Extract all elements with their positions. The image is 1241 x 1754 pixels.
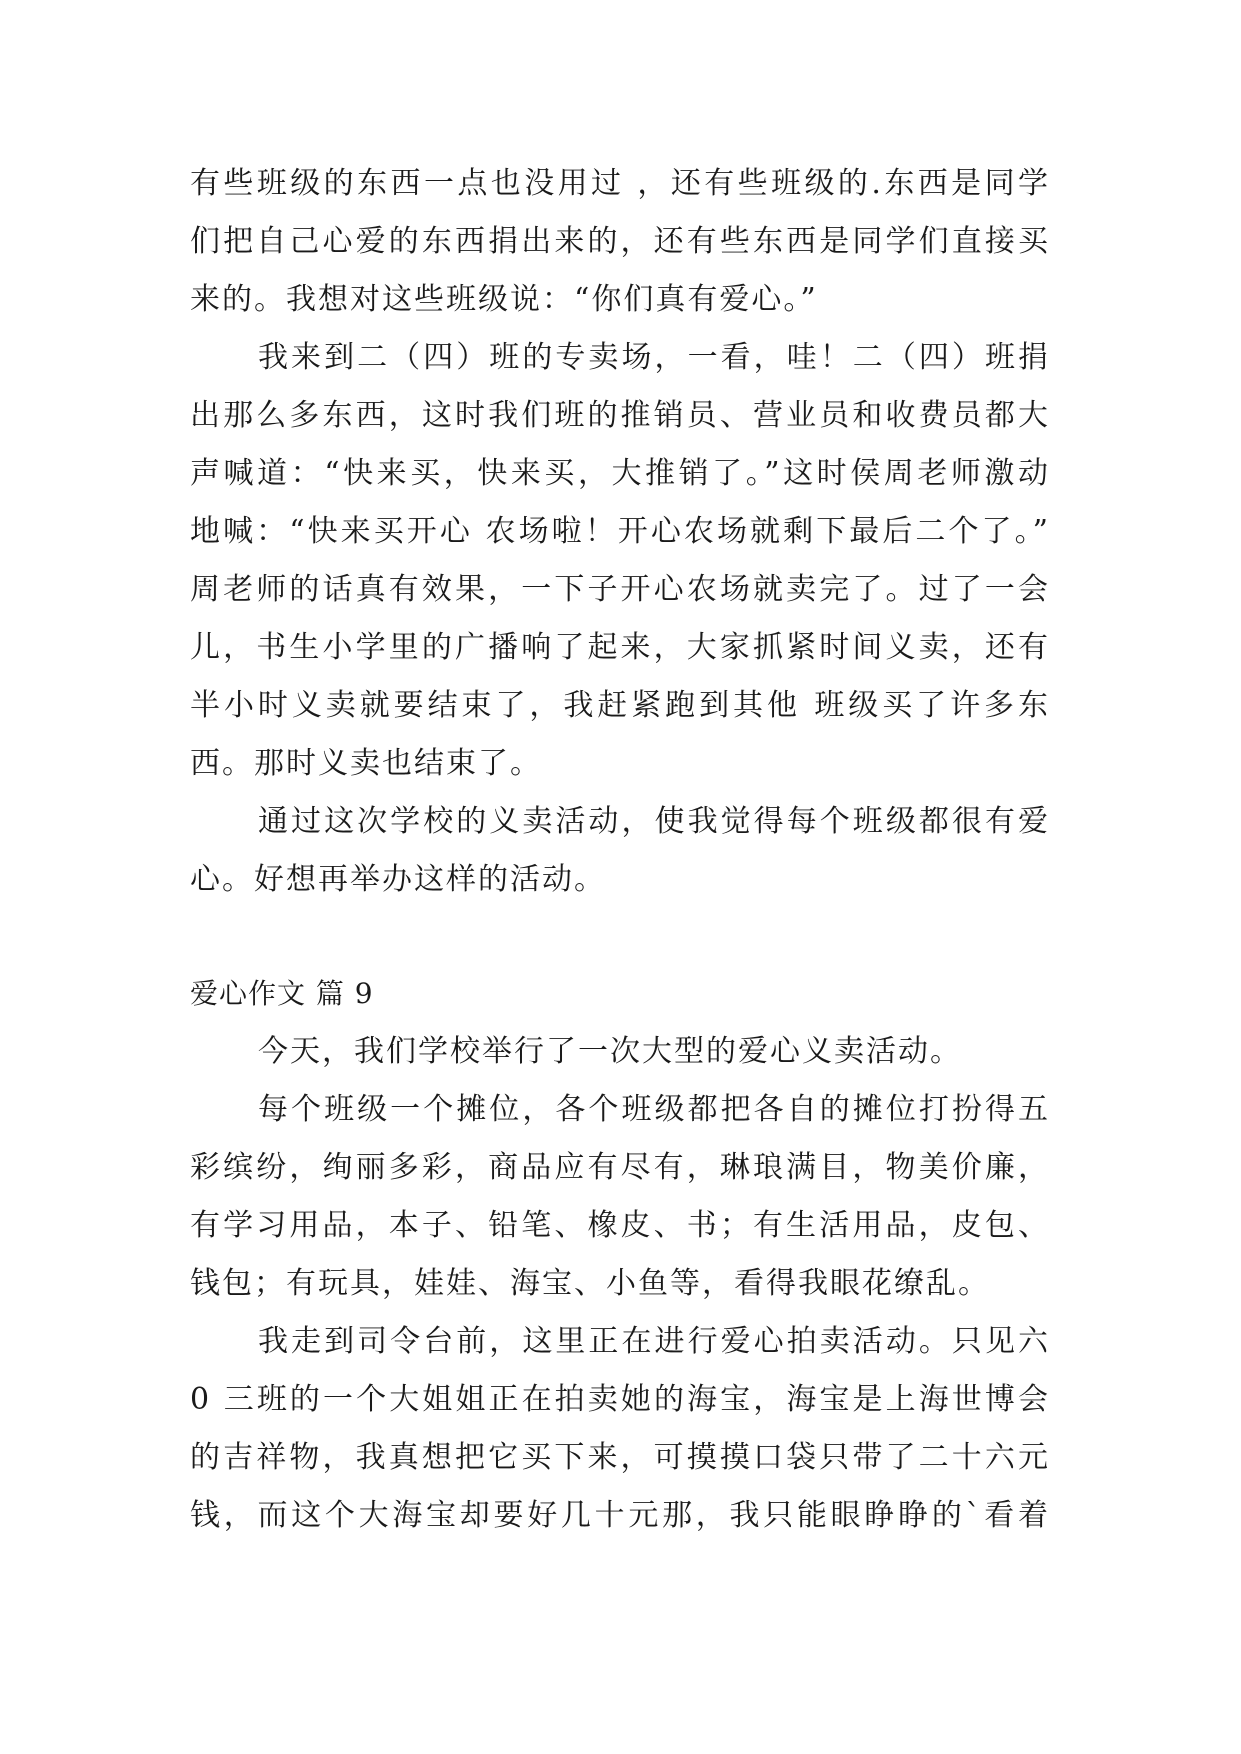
text-line: 我来到二（四）班的专卖场，一看，哇！二（四）班捐: [258, 340, 1050, 375]
text-line: 来的。我想对这些班级说：“你们真有爱心。”: [190, 282, 818, 317]
paragraph-5: [190, 1081, 1050, 1313]
text-line: 周老师的话真有效果，一下子开心农场就卖完了。过了一会: [190, 572, 1050, 607]
text-line: 的吉祥物，我真想把它买下来，可摸摸口袋只带了二十六元: [190, 1440, 1050, 1475]
text-line: 我走到司令台前，这里正在进行爱心拍卖活动。只见六: [258, 1324, 1050, 1359]
text-line: 半小时义卖就要结束了，我赶紧跑到其他 班级买了许多东: [190, 688, 1050, 723]
paragraph-1: [190, 155, 1050, 329]
text-line: 有学习用品，本子、铅笔、橡皮、书；有生活用品，皮包、: [190, 1208, 1050, 1243]
paragraph-6: [190, 1313, 1050, 1545]
text-line: 钱，而这个大海宝却要好几十元那，我只能眼睁睁的`看着: [190, 1498, 1050, 1533]
text-line: 西。那时义卖也结束了。: [190, 746, 542, 781]
text-line: 钱包；有玩具，娃娃、海宝、小鱼等，看得我眼花缭乱。: [190, 1266, 990, 1301]
section-heading: 爱心作文 篇 9: [190, 977, 374, 1010]
text-line: 今天，我们学校举行了一次大型的爱心义卖活动。: [258, 1034, 962, 1069]
paragraph-4: [190, 1023, 1050, 1081]
paragraph-2: [190, 329, 1050, 793]
text-line: 每个班级一个摊位，各个班级都把各自的摊位打扮得五: [258, 1092, 1050, 1127]
document-page: [190, 155, 1050, 1545]
text-line: 彩缤纷，绚丽多彩，商品应有尽有，琳琅满目，物美价廉，: [190, 1150, 1050, 1185]
text-line: 有些班级的东西一点也没用过 ，还有些班级的.东西是同学: [190, 166, 1050, 201]
paragraph-3: [190, 793, 1050, 909]
text-line: 们把自己心爱的东西捐出来的，还有些东西是同学们直接买: [190, 224, 1050, 259]
text-line: 心。好想再举办这样的活动。: [190, 862, 606, 897]
text-line: 通过这次学校的义卖活动，使我觉得每个班级都很有爱: [258, 804, 1050, 839]
text-line: 声喊道：“快来买，快来买，大推销了。”这时侯周老师激动: [190, 456, 1050, 491]
text-line: 出那么多东西，这时我们班的推销员、营业员和收费员都大: [190, 398, 1050, 433]
text-line: 儿，书生小学里的广播响了起来，大家抓紧时间义卖，还有: [190, 630, 1050, 665]
section-gap: [190, 909, 1050, 965]
text-line: 0 三班的一个大姐姐正在拍卖她的海宝，海宝是上海世博会: [190, 1382, 1050, 1417]
text-line: 地喊：“快来买开心 农场啦！开心农场就剩下最后二个了。”: [190, 514, 1050, 549]
